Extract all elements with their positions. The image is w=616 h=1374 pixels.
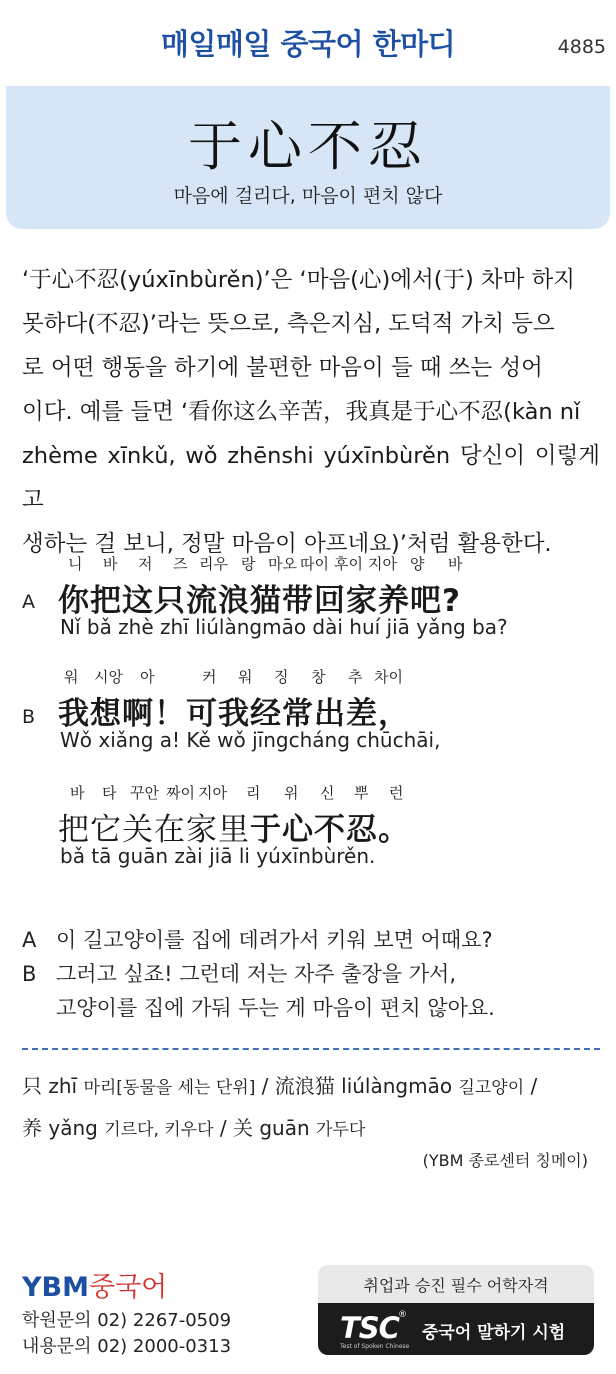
tsc-test-name: 중국어 말하기 시험 (422, 1323, 566, 1343)
tsc-tagline: 취업과 승진 필수 어학자격 (363, 1276, 549, 1295)
ruby-syllable: 마오 (268, 555, 297, 573)
explanation-line: 생하는 걸 보니, 정말 마음이 아프네요)’처럼 활용한다. (22, 531, 552, 557)
dialogue-line-b (22, 666, 602, 758)
dialogue-pinyin: bǎ tā guān zài jiā li yúxīnbùrěn. (60, 844, 376, 868)
explanation-line: 못하다(不忍)’라는 뜻으로, 측은지심, 도덕적 가치 등으 (22, 311, 555, 337)
content-contact: 내용문의 02) 2000-0313 (22, 1336, 232, 1357)
ruby-syllable: 저 (138, 555, 153, 573)
ruby-syllable: 리 (246, 784, 261, 802)
pronunciation-guide (58, 553, 616, 575)
ruby-syllable: 양 (410, 555, 425, 573)
ruby-syllable: 런 (389, 784, 404, 802)
explanation-line: 이다. 예를 들면 ‘看你这么辛苦，我真是于心不忍(kàn nǐ (22, 399, 581, 425)
ruby-syllable: 창 (311, 668, 326, 686)
translation-b (22, 958, 456, 988)
issue-number: 4885 (557, 36, 606, 58)
author-credit: (YBM 종로센터 칭메이) (422, 1151, 588, 1170)
explanation-line: zhème xīnkǔ, wǒ zhēnshi yúxīnbùrěn 당신이 이렇게 고 (22, 443, 600, 513)
ruby-syllable: 바 (448, 555, 463, 573)
translation-a (22, 924, 493, 954)
ruby-syllable: 즈 (173, 555, 188, 573)
academy-contact: 학원문의 02) 2267-0509 (22, 1310, 232, 1331)
tsc-banner (318, 1265, 594, 1355)
ruby-syllable: 타 (102, 784, 117, 802)
vocab-word: 流浪猫 liúlàngmāo (274, 1074, 453, 1098)
registered-mark: ® (398, 1310, 407, 1320)
ruby-syllable: 꾸안 (130, 784, 159, 802)
ruby-syllable: 지아 (198, 784, 227, 802)
dialogue-pinyin: Wǒ xiǎng a! Kě wǒ jīngcháng chūchāi, (60, 728, 441, 752)
translation-text: 이 길고양이를 집에 데려가서 키워 보면 어때요? (56, 928, 493, 952)
tsc-logo: TSC (340, 1311, 399, 1345)
dialogue-line-a (22, 553, 602, 645)
ruby-syllable: 니 (68, 555, 83, 573)
hanzi-plain: 把它关在家里 (58, 812, 250, 848)
ruby-syllable: 징 (274, 668, 289, 686)
ruby-syllable: 뿌 (354, 784, 369, 802)
ybm-brand-logo (22, 1265, 167, 1304)
section-divider (22, 1048, 600, 1050)
idiom-meaning: 마음에 걸리다, 마음이 편치 않다 (173, 185, 443, 207)
ruby-syllable: 랑 (241, 555, 256, 573)
speaker-label: B (22, 706, 36, 728)
speaker-label: B (22, 962, 37, 986)
vocab-word: 只 zhī (22, 1074, 78, 1098)
vocabulary-line: 养 yǎng 기르다, 키우다 / 关 guān 가두다 (22, 1116, 366, 1140)
ruby-syllable: 워 (238, 668, 253, 686)
idiom-hanzi: 于心不忍 (188, 115, 428, 178)
ruby-syllable: 추 (348, 668, 363, 686)
ruby-syllable: 따이 (300, 555, 329, 573)
vocabulary-list (22, 1066, 602, 1150)
dialogue-hanzi: 你把这只流浪猫带回家养吧? (58, 583, 461, 619)
ruby-syllable: 지아 (368, 555, 397, 573)
explanation-line: ‘于心不忍(yúxīnbùrěn)’은 ‘마음(心)에서(于) 차마 하지 (22, 267, 576, 293)
ruby-syllable: 위 (284, 784, 299, 802)
translation-text: 고양이를 집에 가둬 두는 게 마음이 편치 않아요. (56, 996, 495, 1020)
tsc-subtitle: Test of Spoken Chinese (340, 1343, 410, 1350)
brand-ybm: YBM (22, 1272, 89, 1303)
ruby-syllable: 시앙 (94, 668, 123, 686)
ruby-syllable: 신 (320, 784, 335, 802)
brand-chinese: 중국어 (89, 1272, 168, 1303)
vocab-word: 关 guān (232, 1116, 310, 1140)
ruby-syllable: 짜이 (166, 784, 195, 802)
vocabulary-line: 只 zhī 마리[동물을 세는 단위] / 流浪猫 liúlàngmāo 길고양이 / (22, 1074, 538, 1098)
ruby-syllable: 후이 (334, 555, 363, 573)
tsc-logo-bar (318, 1303, 594, 1355)
vocab-meaning: 기르다, 키우다 (104, 1120, 214, 1140)
ruby-syllable: 바 (103, 555, 118, 573)
ruby-syllable: 워 (64, 668, 79, 686)
idiom-banner (6, 86, 610, 229)
vocab-word: 养 yǎng (22, 1116, 98, 1140)
vocab-meaning: 가두다 (316, 1120, 366, 1140)
explanation-paragraph (22, 258, 600, 566)
dialogue-line-b-continued (22, 782, 602, 874)
series-title: 매일매일 중국어 한마디 (160, 27, 456, 61)
dialogue-hanzi (58, 804, 410, 849)
vocab-meaning: 길고양이 (458, 1078, 525, 1098)
pronunciation-guide (58, 666, 616, 688)
translation-b-continued (22, 992, 495, 1022)
ruby-syllable: 아 (140, 668, 155, 686)
ruby-syllable: 커 (202, 668, 217, 686)
explanation-line: 로 어떤 행동을 하기에 불편한 마음이 들 때 쓰는 성어 (22, 355, 543, 381)
dialogue-hanzi: 我想啊！可我经常出差， (58, 696, 410, 732)
ruby-syllable: 리우 (199, 555, 228, 573)
dialogue-pinyin: Nǐ bǎ zhè zhī liúlàngmāo dài huí jiā yǎng ba? (60, 615, 508, 639)
ruby-syllable: 차이 (374, 668, 403, 686)
ruby-syllable: 바 (70, 784, 85, 802)
pronunciation-guide (58, 782, 616, 804)
vocab-meaning: 마리[동물을 세는 단위] (83, 1078, 256, 1098)
translation-text: 그러고 싶죠! 그런데 저는 자주 출장을 가서, (56, 962, 457, 986)
hanzi-idiom-highlight: 于心不忍。 (250, 812, 410, 848)
speaker-label: A (22, 928, 37, 952)
speaker-label: A (22, 591, 35, 613)
